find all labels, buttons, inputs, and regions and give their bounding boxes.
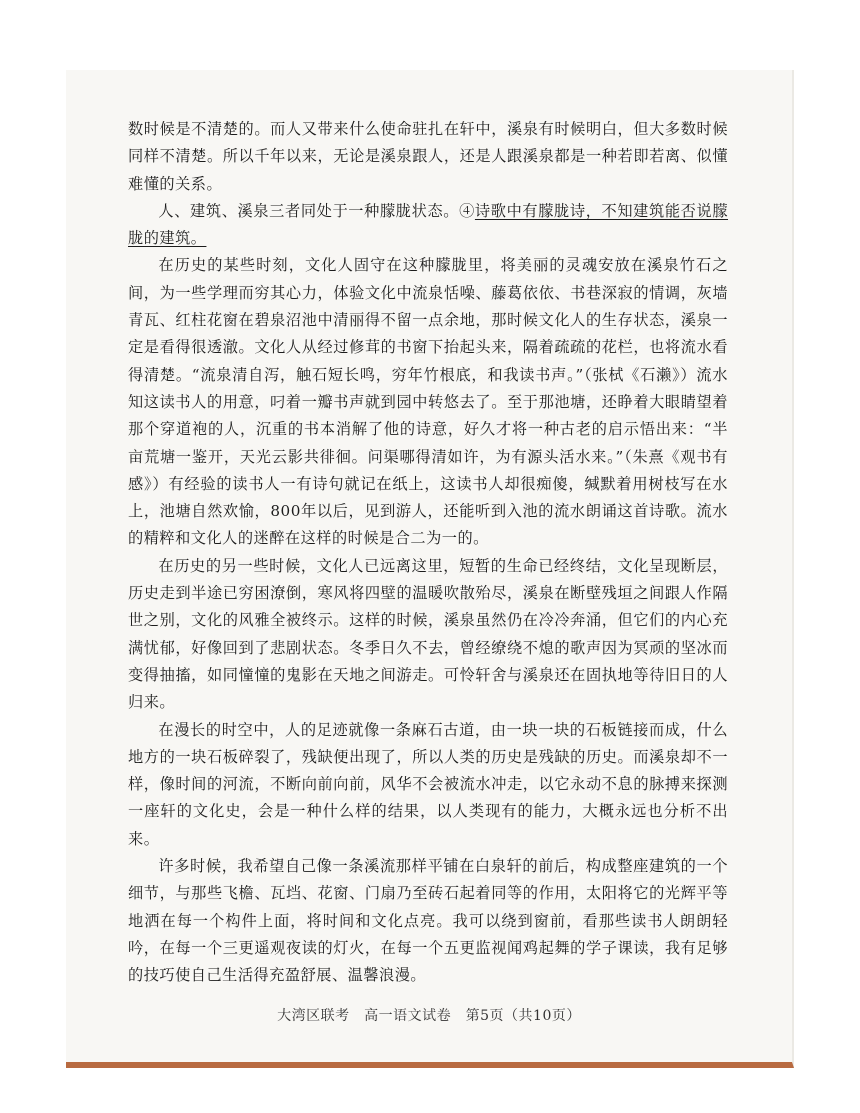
page-footer: 大湾区联考 高一语文试卷 第5页（共10页）	[277, 1008, 581, 1024]
paragraph-5: 在漫长的时空中，人的足迹就像一条麻石古道，由一块一块的石板链接而成，什么地方的一块石板碎裂了，残缺便出现了，所以人类的历史是残缺的历史。而溪泉却不一样，像时间的河流，不断向前向前，风华不会被流水冲走，以它永动不息的脉搏来探测一座轩的文化史，会是一种什么样的结果，以人类现有的能力，大概永远也分析不出来。	[128, 720, 728, 848]
paragraph-1: 数时候是不清楚的。而人又带来什么使命驻扎在轩中，溪泉有时候明白，但大多数时候同样不清楚。所以千年以来，无论是溪泉跟人，还是人跟溪泉都是一种若即若离、似懂难懂的关系。	[128, 120, 728, 193]
exam-page	[66, 70, 794, 1068]
underlined-sentence-4: 诗歌中有朦胧诗，不知建筑能否说朦胧的建筑。	[128, 201, 729, 248]
paragraph-3: 在历史的某些时刻，文化人固守在这种朦胧里，将美丽的灵魂安放在溪泉竹石之间，为一些学理而穷其心力，体验文化中流泉恬噪、藤葛依依、书巷深寂的情调，灰墙青瓦、红柱花窗在碧泉沼池中清丽得不留一点余地，那时候文化人的生存状态，溪泉一定是看得很透澈。文化人从经过修茸的书窗下抬起头来，隔着疏疏的花栏，也将流水看得清楚。“流泉清自泻，触石短长鸣，穷年竹根底，和我读书声。”（张栻《石濑》）流水知这读书人的用意，叼着一瓣书声就到园中转悠去了。至于那池塘，还睁着大眼睛望着那个穿道袍的人，沉重的书本消解了他的诗意，好久才将一种古老的启示悟出来：“半亩荒塘一鉴开，天光云影共徘徊。问渠哪得清如许，为有源头活水来。”（朱熹《观书有感》）有经验的读书人一有诗句就记在纸上，这读书人却很痴傻，缄默着用树枝写在水上，池塘自然欢愉，800年以后，见到游人，还能听到入池的流水朗诵这首诗歌。流水的精粹和文化人的迷醉在这样的时候是合二为一的。	[128, 256, 728, 548]
paragraph-2	[128, 198, 728, 253]
paragraph-6: 许多时候，我希望自己像一条溪流那样平铺在白泉轩的前后，构成整座建筑的一个细节，与那些飞檐、瓦垱、花窗、门扇乃至砖石起着同等的作用，太阳将它的光辉平等地洒在每一个构件上面，将时间和文化点亮。我可以绕到窗前，看那些读书人朗朗轻吟，在每一个三更遥观夜读的灯火，在每一个五更监视闻鸡起舞的学子课读，我有足够的技巧使自己生活得充盈舒展、温馨浪漫。	[128, 857, 728, 985]
paragraph-4: 在历史的另一些时候，文化人已远离这里，短暂的生命已经终结，文化呈现断层，历史走到半途已穷困潦倒，寒风将四壁的温暖吹散殆尽，溪泉在断壁残垣之间跟人作隔世之别，文化的风雅全被终示。这样的时候，溪泉虽然仍在冷冷奔涌，但它们的内心充满忧郁，好像回到了悲剧状态。冬季日久不去，曾经缭绕不熄的歌声因为冥顽的坚冰而变得抽搐，如同憧憧的鬼影在天地之间游走。可怜轩舍与溪泉还在固执地等待旧日的人归来。	[128, 556, 728, 712]
article-text	[128, 116, 728, 990]
paragraph-2-lead: 人、建筑、溪泉三者同处于一种朦胧状态。④	[158, 201, 475, 220]
